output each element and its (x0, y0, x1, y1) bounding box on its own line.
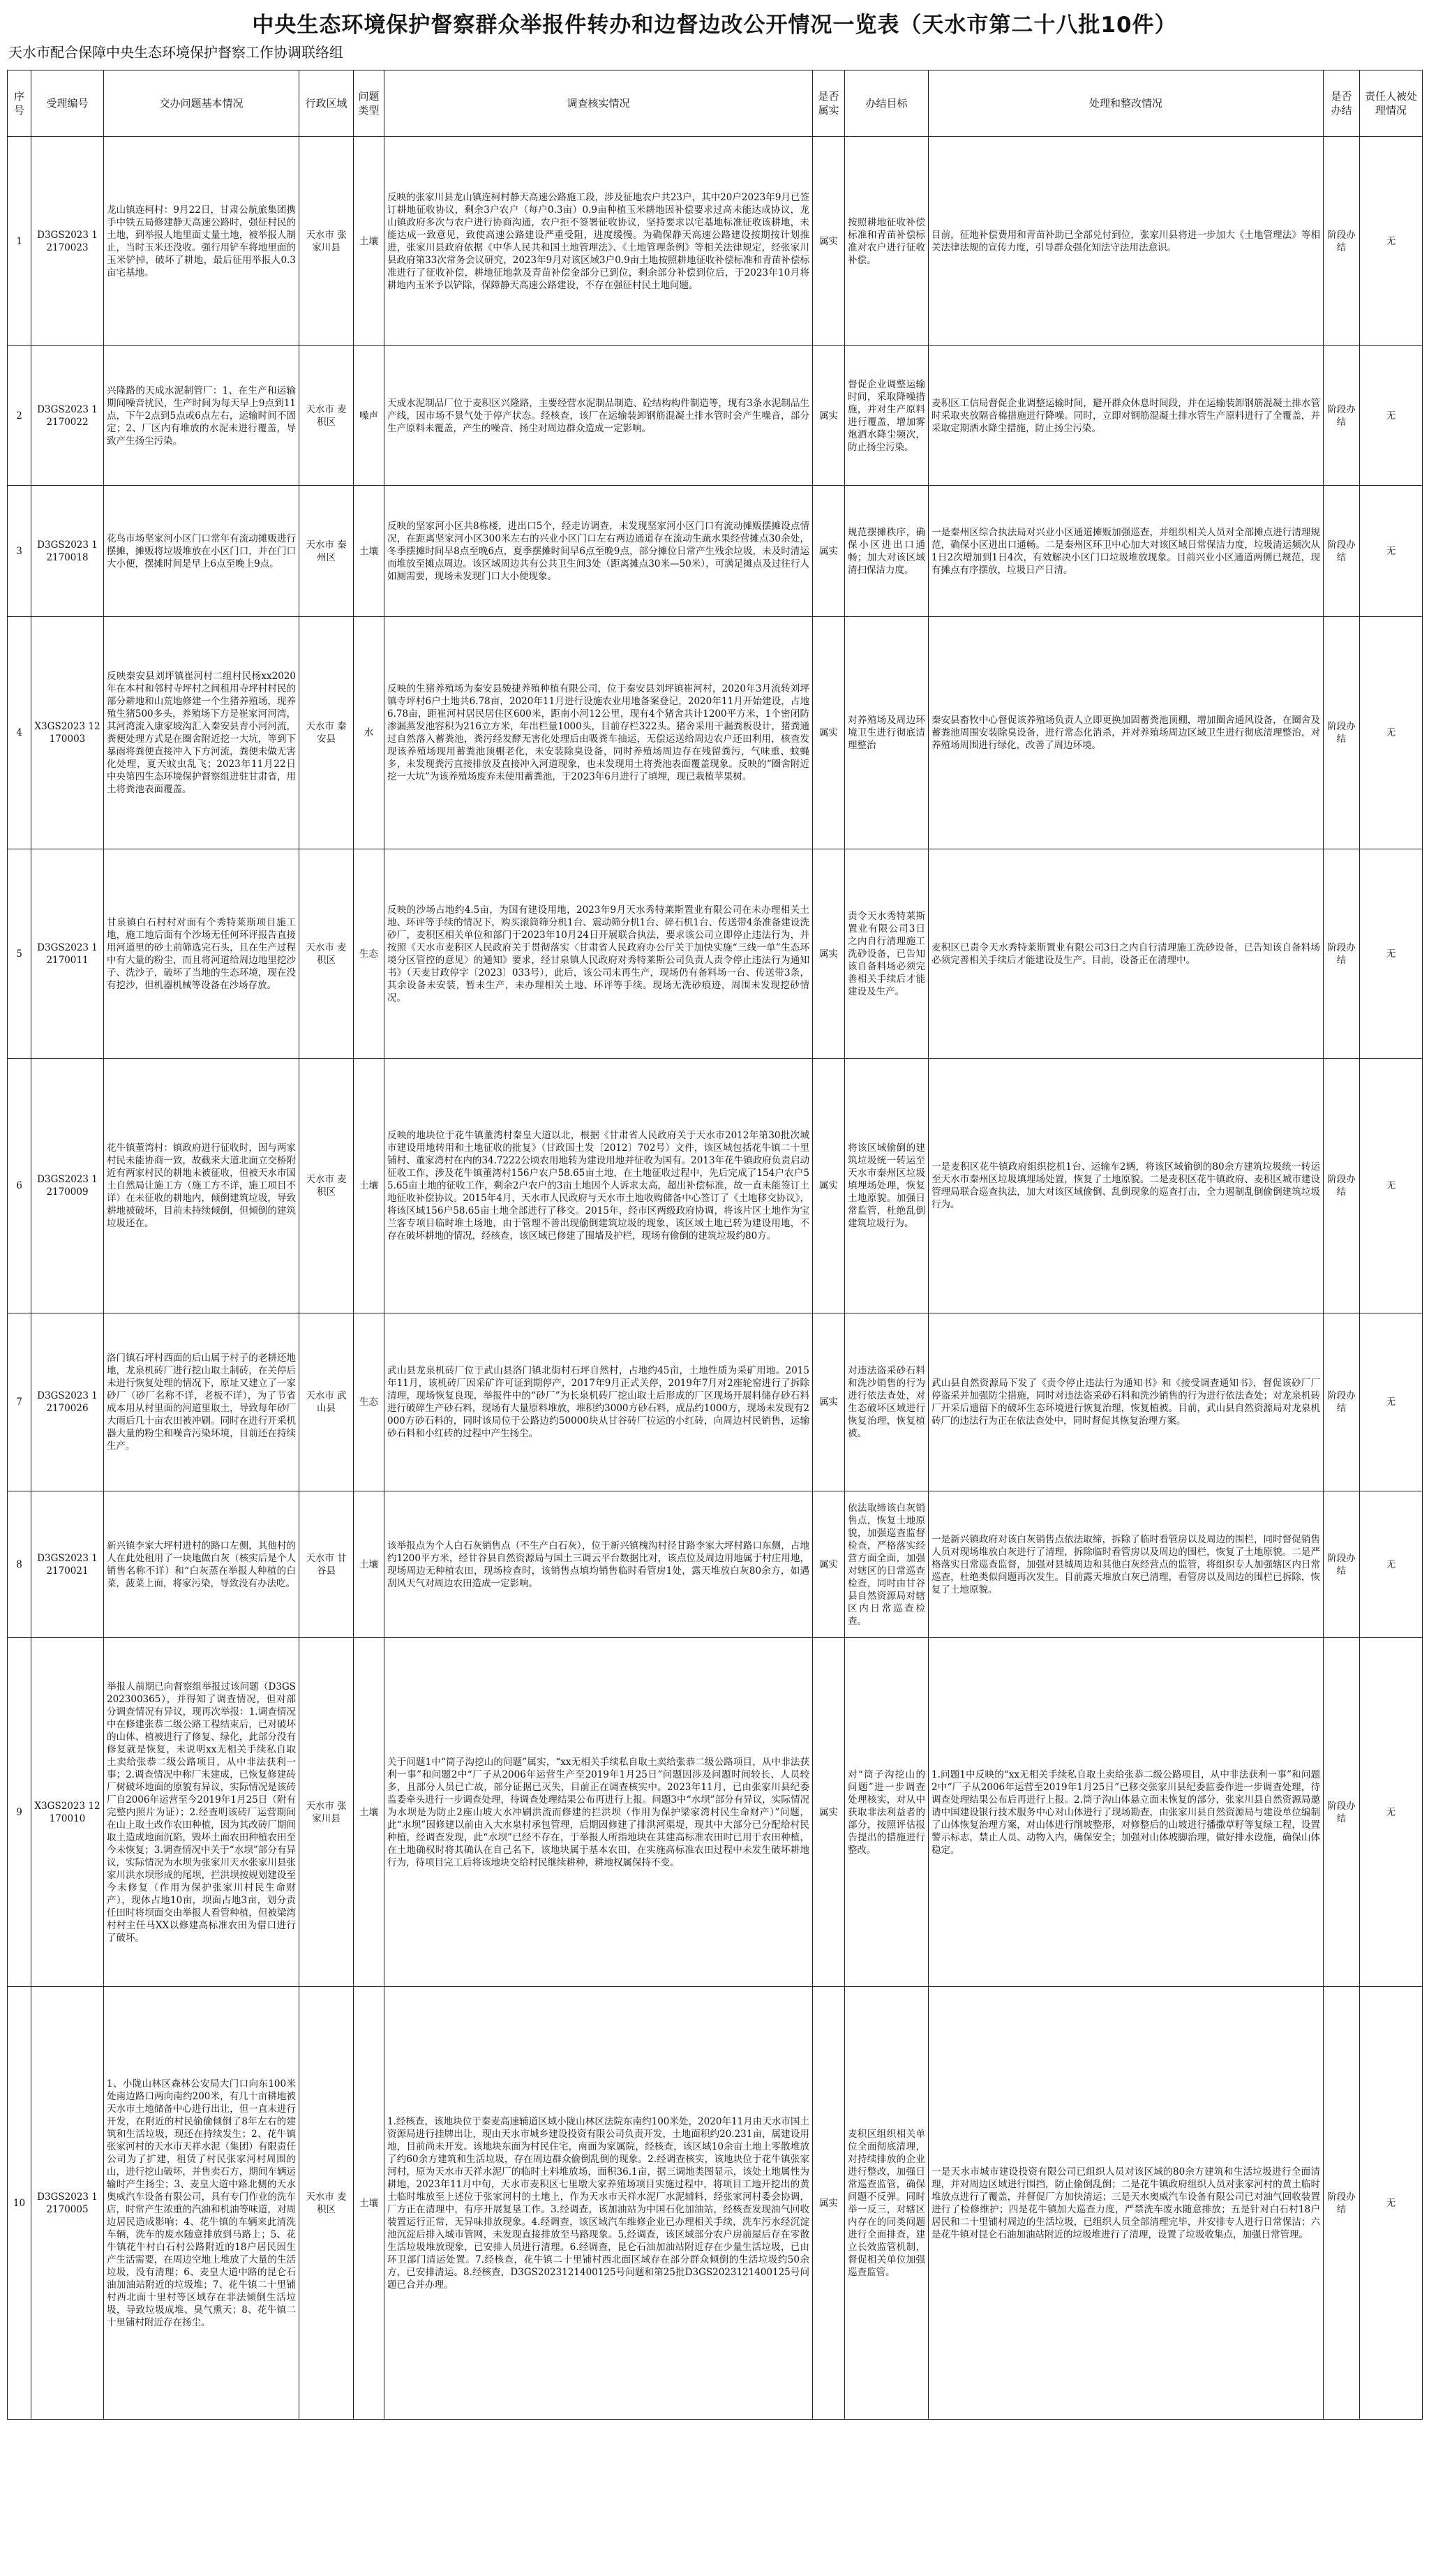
disclosure-table (7, 70, 1423, 2420)
handling-measures-cell: 武山县自然资源局下发了《责令停止违法行为通知书》和《接受调查通知书》，督促该砂厂厂停盗采并加强防尘措施，同时对违法盗采砂石料和洗沙销售的行为进行依法查处；对龙泉机砖厂开采后遗留下的破坏生态环境进行恢复治理，恢复植被。目前，武山县自然资源局对龙泉机砖厂的违法行为正在依法查处中，同时督促其恢复治理方案。 (929, 1313, 1324, 1491)
organization-name: 天水市配合保障中央生态环境保护督察工作协调联络组 (8, 44, 343, 61)
table-row (8, 1638, 1423, 1987)
problem-type-cell: 土壤 (354, 1059, 384, 1313)
handling-measures-cell: 一是天水市城市建设投资有限公司已组织人员对该区域的80余方建筑和生活垃圾进行全面清理，并对周边区域进行围挡，防止偷倒乱倒；二是花牛镇政府组织人员对张家河村的黄土临时堆放点进行了覆盖，并督促厂方加快清运；三是天水奥威汽车设备有限公司已对油气回收装置进行了检修维护；四是花牛镇加大巡查力度，严禁洗车废水随意排放；五是针对白石村18户居民和二十里铺村周边的生活垃圾，已组织人员全部清理完毕，并安排专人进行日常保洁；六是花牛镇对昆仑石油加油站附近的垃圾堆进行了清理，设置了垃圾收集点，加强日常管理。 (929, 1987, 1324, 2420)
verified-status-cell: 属实 (813, 1313, 845, 1491)
problem-description-cell: 甘泉镇白石村村对面有个秀特莱斯项目施工地，施工地后面有个沙场无任何环评报告直接用河道里的砂土前筛选完石头，且在生产过程中有大量的粉尘，而且将河道给周边地里挖沙子、洗沙子，破坏了当地的生态环境，现在没有挖沙，但机器机械等设备在沙场存放。 (104, 849, 299, 1059)
verified-status-cell: 属实 (813, 617, 845, 849)
table-header-row (8, 70, 1423, 137)
problem-description-cell: 龙山镇连柯村：9月22日，甘肃公航旅集团携手中铁五局修建静天高速公路时，强征村民的土地，到举报人地里面丈量土地，被举报人制止，当时玉米还没收。强行用铲车将地里面的玉米铲掉，破坏了耕地，最后征用举报人0.3亩宅基地。 (104, 137, 299, 346)
problem-type-cell: 水 (354, 617, 384, 849)
completion-status-cell: 阶段办结 (1324, 617, 1360, 849)
table-row (8, 1313, 1423, 1491)
page-title: 中央生态环境保护督察群众举报件转办和边督边改公开情况一览表（天水市第二十八批10件） (252, 13, 1177, 38)
verified-status-cell: 属实 (813, 137, 845, 346)
investigation-result-cell: 武山县龙泉机砖厂位于武山县洛门镇北街村石坪自然村，占地约45亩，土地性质为采矿用地。2015年11月，该机砖厂因采矿许可证到期停产，2017年9月正式关停，2019年7月对2座轮窑进行了拆除清理，现场恢复良现，举报件中的“砂厂”为长泉机砖厂挖山取土后形成的厂区现场开展料储存砂石料进行破碎生产砂石料，现场有大量原料堆放，堆积约3000方砂石料，成品约1000方，现场未发现有2000方砂石料的，同时该局位于公路边约50000块从甘谷砖厂拉运的小红砖，向周边村民销售，运输砂石料和小红砖的过程中产生扬尘。 (384, 1313, 813, 1491)
completion-target-cell: 责令天水秀特莱斯置业有限公司3日之内自行清理施工洗砂设备，已告知该自备料场必须完善相关手续后才能建设及生产。 (845, 849, 929, 1059)
problem-description-cell: 1、小陇山林区森林公安局大门口向东100米处南边路口两向南约200米，有几十亩耕地被天水市土地储备中心进行出让，但一直未进行开发，在附近的村民偷偷倾倒了8年左右的建筑和生活垃圾，现还在持续发生；2、花牛镇张家河村的天水市天祥水泥（集团）有限责任公司为了扩建，租赁了村民张家河村周围的山，进行挖山破坏，并售卖石方，期间车辆运输时产生扬尘；3、麦皇大道中路北侧的天水奥威汽车设备有限公司，具有专门作业的洗车店，时常产生浓重的汽油和机油等味道，对周边居民造成影响；4、花牛镇的车辆来此清洗车辆，洗车的废水随意排放到马路上；5、花牛镇花牛村白石村公路附近的18户居民因生产生活需要，在周边空地上堆放了大量的生活垃圾，没有清理；6、麦皇大道中路的昆仑石油加油站附近的垃圾堆；7、花牛镇二十里铺村西北面十里村等区域存在非法倾倒生活垃圾，导致垃圾成堆、臭气熏天；8、花牛镇二十里铺村附近存在扬尘。 (104, 1987, 299, 2420)
investigation-result-cell: 反映的坚家河小区共8栋楼，进出口5个，经走访调查，未发现坚家河小区门口有流动摊贩摆摊设点情况，在距离坚家河小区300米左右的兴业小区门口左右两边通道存在流动生蔬水果经营摊点30余处，冬季摆摊时间早8点至晚6点，夏季摆摊时间早6点至晚9点，部分摊位日常产生残余垃圾，未及时清运而堆放至摊点周边。该区域周边共有公共卫生间3处（距离摊点30米—50米），可满足摊点及过往行人如厕需要，现场未发现门口大小便现象。 (384, 486, 813, 617)
case-id-cell: X3GS2023 12170003 (31, 617, 104, 849)
table-row (8, 1059, 1423, 1313)
completion-status-cell: 阶段办结 (1324, 1638, 1360, 1987)
verified-status-cell: 属实 (813, 1638, 845, 1987)
row-number-cell: 2 (8, 346, 31, 486)
case-id-cell: D3GS2023 12170005 (31, 1987, 104, 2420)
handling-measures-cell: 一是秦州区综合执法局对兴业小区通道摊贩加强巡查，并组织相关人员对全部摊点进行清理规范，确保小区进出口通畅。二是秦州区环卫中心加大对该区域日常保洁力度，垃圾清运频次从1日2次增加到1日4次，有效解决小区门口垃圾堆放现象。目前兴业小区通道两侧已规范，现有摊点有序摆放，垃圾日产日清。 (929, 486, 1324, 617)
problem-type-cell: 生态 (354, 1313, 384, 1491)
completion-status-cell: 阶段办结 (1324, 1987, 1360, 2420)
header-cell: 序号 (8, 70, 31, 137)
problem-type-cell: 土壤 (354, 1638, 384, 1987)
region-cell: 天水市 甘谷县 (299, 1491, 354, 1638)
completion-status-cell: 阶段办结 (1324, 1059, 1360, 1313)
accountability-cell: 无 (1360, 486, 1423, 617)
case-id-cell: D3GS2023 12170009 (31, 1059, 104, 1313)
header-cell: 是否办结 (1324, 70, 1360, 137)
table-row (8, 617, 1423, 849)
accountability-cell: 无 (1360, 617, 1423, 849)
problem-description-cell: 兴隆路的天成水泥制管厂：1、在生产和运输期间噪音扰民，生产时间为每天早上9点到11点，下午2点到5点或6点左右，运输时间不固定；2、厂区内有堆放的水泥未进行覆盖，导致产生扬尘污染。 (104, 346, 299, 486)
problem-description-cell: 花鸟市场坚家河小区门口常年有流动摊贩进行摆摊，摊贩将垃圾堆放在小区门口，并在门口大小便，摆摊时间是早上6点至晚上9点。 (104, 486, 299, 617)
completion-target-cell: 规范摆摊秩序，确保小区进出口通畅；加大对该区域清扫保洁力度。 (845, 486, 929, 617)
accountability-cell: 无 (1360, 849, 1423, 1059)
completion-status-cell: 阶段办结 (1324, 346, 1360, 486)
accountability-cell: 无 (1360, 137, 1423, 346)
accountability-cell: 无 (1360, 1491, 1423, 1638)
investigation-result-cell: 天成水泥制品厂位于麦积区兴隆路，主要经营水泥制品制造、砼结构构件制造等，现有3条水泥制品生产线，因市场不景气处于停产状态。经核查，该厂在运输装卸钢筋混凝土排水管时会产生噪音，部分生产原料未覆盖，产生的噪音、扬尘对周边群众造成一定影响。 (384, 346, 813, 486)
case-id-cell: D3GS2023 12170026 (31, 1313, 104, 1491)
header-cell: 是否属实 (813, 70, 845, 137)
investigation-result-cell: 该举报点为个人白石灰销售点（不生产白石灰），位于新兴镇槐沟村径甘路李家大坪村路口东侧，占地约1200平方米，经甘谷县自然资源局与国土三调云平台数据比对，该点位及周边用地属于村庄用地，现场周边无种植农田，现场检查时，该销售点填均销售临时看管房1处，露天堆放白灰80余方，如遇刮风天气对周边农田造成一定影响。 (384, 1491, 813, 1638)
table-row (8, 1987, 1423, 2420)
table-row (8, 486, 1423, 617)
accountability-cell: 无 (1360, 346, 1423, 486)
verified-status-cell: 属实 (813, 486, 845, 617)
region-cell: 天水市 麦积区 (299, 1059, 354, 1313)
problem-type-cell: 生态 (354, 849, 384, 1059)
table-row (8, 346, 1423, 486)
investigation-result-cell: 关于问题1中“筒子沟挖山的问题”属实，“xx无相关手续私自取土卖给张恭二级公路项目，从中非法获利一事”和问题2中“厂子从2006年运营生产至2019年1月25日”问题因涉及问题时间较长、人员较多，且部分人员已亡故，部分证据已灭失，目前正在调查核实中。2023年11月，已由张家川县纪委监委牵头进行一步调查处理，待调查处理结果公布再进行上报。问题3中“水坝”部分有异议，实际情况为水坝是为防止2座山坡大水冲刷洪流而修建的拦洪坝（作用为保护梁家湾村民生命财产）”问题，此“水坝”因修建以前由入大水泉村承包管理，后期因修建了排洪河渠堤，现其中大部分已分配给村民种植，经调查发现，此“水坝”已经不存在，于举报人所指地块在其建高标准农田时已用于农田种植，在土地确权时将其确认在自己名下，该地块属于基本农田，在实施高标准农田过程中未发生破坏耕地行为，待项目完工后将该地块交给村民继续耕种，耕地权属保持不变。 (384, 1638, 813, 1987)
problem-description-cell: 反映秦安县刘坪镇崔河村二组村民杨xx2020年在本村和邻村寺坪村之间租用寺坪村村民的部分耕地和山荒地修建一个生猪养殖场，现养殖生猪500多头，养殖场下方是崔家河河湾，其河湾流入康家坡沟汇入秦安县青小河河流，粪便处理方式是在圈舍附近挖一大坑，等到下暴雨将粪便直接冲入下方河流，粪便未做无害化处理，夏天蚊虫乱飞；2023年11月22日中央第四生态环境保护督察组进驻甘肃省，用土将粪池表面覆盖。 (104, 617, 299, 849)
completion-target-cell: 按照耕地征收补偿标准和青苗补偿标准对农户进行征收补偿。 (845, 137, 929, 346)
region-cell: 天水市 张家川县 (299, 137, 354, 346)
table-row (8, 849, 1423, 1059)
completion-status-cell: 阶段办结 (1324, 1491, 1360, 1638)
handling-measures-cell: 秦安县畜牧中心督促该养殖场负责人立即更换加固蓄粪池顶棚，增加圈舍通风设备，在圈舍及蓄粪池周围安装除臭设备，进行常态化消杀，并对养殖场周边区域卫生进行彻底清理整治，对养殖场周围进行绿化，改善了周边环境。 (929, 617, 1324, 849)
verified-status-cell: 属实 (813, 1491, 845, 1638)
problem-description-cell: 洛门镇石坪村西面的后山属于村子的老耕还地地，龙泉机砖厂进行挖山取土制砖，在关停后未进行恢复处理的情况下，原址又建立了一家砂厂（砂厂名称不详，老板不详），为了节省成本用从村里面的河道里取土，导致每年砂厂大雨后几十亩农田被冲刷。同时在进行开采机器大量的粉尘和噪音污染环境，目前还在持续生产。 (104, 1313, 299, 1491)
header-cell: 责任人被处理情况 (1360, 70, 1423, 137)
row-number-cell: 9 (8, 1638, 31, 1987)
region-cell: 天水市 武山县 (299, 1313, 354, 1491)
region-cell: 天水市 秦安县 (299, 617, 354, 849)
investigation-result-cell: 反映的地块位于花牛镇董湾村秦皇大道以北，根据《甘肃省人民政府关于天水市2012年第30批次城市建设用地转用和土地征收的批复》（甘政国土发〔2012〕702号）文件，该区域包括花牛镇二十里铺村、董家湾村在内的34.7222公顷农用地转为建设用地并征收为国有。2013年花牛镇政府负责启动征收工作，涉及花牛镇董湾村156户农户58.65亩土地，在土地征收过程中，先后完成了154户农户55.65亩土地的征收工作，剩余2户农户的3亩土地因个人诉求太高，超出补偿标准，故一直未能签订土地征收补偿协议。2015年4月，天水市人民政府与天水市土地收购储备中心签订了《土地移交协议》，将该区域156户58.65亩土地全部进行了移交。2015年，经市区两级政府协调，将该片区土地作为宝兰客专项目临时堆土场地，由于管理不善出现偷倒建筑垃圾的现象，该区域土地已转为建设用地，不存在破坏耕地的情况，经核查，该区域已修建了围墙及护栏，现场有偷倒的建筑垃圾约80方。 (384, 1059, 813, 1313)
table-row (8, 1491, 1423, 1638)
verified-status-cell: 属实 (813, 346, 845, 486)
header-cell: 办结目标 (845, 70, 929, 137)
region-cell: 天水市 麦积区 (299, 849, 354, 1059)
header-cell: 行政区域 (299, 70, 354, 137)
case-id-cell: X3GS2023 12170010 (31, 1638, 104, 1987)
row-number-cell: 5 (8, 849, 31, 1059)
row-number-cell: 3 (8, 486, 31, 617)
completion-target-cell: 对养殖场及周边环境卫生进行彻底清理整治 (845, 617, 929, 849)
header-cell: 问题类型 (354, 70, 384, 137)
problem-description-cell: 花牛镇董湾村：镇政府进行征收时，因与两家村民未能协商一致，故截来大道北面立交桥附近有两家村民的耕地未被征收，但被天水市国土自然局让施工方（施工方不详，施工项目不详）在未征收的耕地内，倾倒建筑垃圾，导致耕地被破坏，目前未持续倾倒，但倾倒的建筑垃圾还在。 (104, 1059, 299, 1313)
verified-status-cell: 属实 (813, 1059, 845, 1313)
case-id-cell: D3GS2023 12170018 (31, 486, 104, 617)
header-cell: 处理和整改情况 (929, 70, 1324, 137)
row-number-cell: 1 (8, 137, 31, 346)
row-number-cell: 4 (8, 617, 31, 849)
problem-type-cell: 土壤 (354, 486, 384, 617)
table-row (8, 137, 1423, 346)
region-cell: 天水市 秦州区 (299, 486, 354, 617)
handling-measures-cell: 目前，征地补偿费用和青苗补助已全部兑付到位，张家川县将进一步加大《土地管理法》等相关法律法规的宣传力度，引导群众强化知法守法用法意识。 (929, 137, 1324, 346)
accountability-cell: 无 (1360, 1638, 1423, 1987)
header-cell: 受理编号 (31, 70, 104, 137)
handling-measures-cell: 一是麦积区花牛镇政府组织挖机1台、运输车2辆，将该区域偷倒的80余方建筑垃圾统一转运至天水市秦州区垃圾填埋场处置，恢复了土地原貌。二是麦积区花牛镇政府、麦积区城市建设管理局联合巡查执法，加大对该区域偷倒、乱倒现象的巡查打击，全力遏制乱倒偷倒建筑垃圾行为。 (929, 1059, 1324, 1313)
row-number-cell: 6 (8, 1059, 31, 1313)
completion-status-cell: 阶段办结 (1324, 137, 1360, 346)
problem-type-cell: 土壤 (354, 1987, 384, 2420)
row-number-cell: 10 (8, 1987, 31, 2420)
handling-measures-cell: 1.问题1中反映的“xx无相关手续私自取土卖给张恭二级公路项目，从中非法获利一事”和问题2中“厂子从2006年运营至2019年1月25日”已移交张家川县纪委监委作进一步调查处理，待调查处理结果公布后再进行上报。2.筒子沟山体悬立面未恢复的部分，张家川县自然资源局邀请中国建设银行技术服务中心对山体进行了现场勘查，由张家川县自然资源局与建设单位编制了山体恢复治理方案，对山体进行削坡整形，对修整后的山坡进行播撒草籽等复绿工程，设置警示标志，禁止人员、动物入内，确保安全；加强对山体坡脚治理，做好排水设施，确保山体稳定。 (929, 1638, 1324, 1987)
investigation-result-cell: 反映的沙场占地约4.5亩，为国有建设用地，2023年9月天水秀特莱斯置业有限公司在未办理相关土地、环评等手续的情况下，购买滚筒筛分机1台、震动筛分机1台、碎石机1台、传送带4条准备建设洗砂厂，麦积区相关单位和部门于2023年10月24日开展联合执法，要求该公司立即停止违法行为，并按照《天水市麦积区人民政府关于贯彻落实〈甘肃省人民政府办公厅关于加快实施“三线一单”生态环境分区管控的意见〉的通知》要求，经甘泉镇人民政府对秀特莱斯公司负责人责令停止违法行为通知书》（天麦甘政停字〔2023〕033号），此后，该公司未再生产，现场仍有备料场一台、传送带3条，其余设备未安装，暂未生产，未办理相关土地、环评等手续。现场无洗砂痕迹，周围未发现挖砂情况。 (384, 849, 813, 1059)
problem-type-cell: 土壤 (354, 1491, 384, 1638)
verified-status-cell: 属实 (813, 849, 845, 1059)
handling-measures-cell: 一是新兴镇政府对该白灰销售点依法取缔，拆除了临时看管房以及周边的围栏，同时督促销售人员对现场堆放白灰进行了清理，拆除临时看管房以及周边的围栏，恢复了土地原貌。二是严格落实日常巡查监督，加强对县城周边和其他白灰经营点的监管，将组织专人加强辖区内日常巡查，杜绝类似问题再次发生。目前露天堆放白灰已清理，看管房以及周边的围栏已拆除，恢复了土地原貌。 (929, 1491, 1324, 1638)
region-cell: 天水市 麦积区 (299, 346, 354, 486)
handling-measures-cell: 麦积区已责令天水秀特莱斯置业有限公司3日之内自行清理施工洗砂设备，已告知该自备料场必须完善相关手续后才能建设及生产。目前，设备正在清理中。 (929, 849, 1324, 1059)
completion-status-cell: 阶段办结 (1324, 849, 1360, 1059)
row-number-cell: 8 (8, 1491, 31, 1638)
region-cell: 天水市 张家川县 (299, 1638, 354, 1987)
problem-type-cell: 土壤 (354, 137, 384, 346)
case-id-cell: D3GS2023 12170022 (31, 346, 104, 486)
completion-target-cell: 对违法盗采砂石料和洗沙销售的行为进行依法查处，对生态破坏区域进行恢复治理，恢复植被。 (845, 1313, 929, 1491)
accountability-cell: 无 (1360, 1313, 1423, 1491)
problem-description-cell: 新兴镇李家大坪村进村的路口左侧，其他村的人在此处租用了一块地做白灰（核实后是个人销售名称不详）和“白灰蒸在举报人种植的白菜，菠菜上面，将家污染，导致没有办法吃。 (104, 1491, 299, 1638)
completion-target-cell: 依法取缔该白灰销售点，恢复土地原貌，加强巡查监督检查，严格落实经营方面全面，加强对辖区的日常巡查检查，同时由甘谷县自然资源局对辖区内日常巡查检查。 (845, 1491, 929, 1638)
completion-status-cell: 阶段办结 (1324, 1313, 1360, 1491)
completion-target-cell: 对“筒子沟挖山的问题”进一步调查处理核实，对从中获取非法利益者的部分，按照评估报告提出的措施进行整改。 (845, 1638, 929, 1987)
header-cell: 调查核实情况 (384, 70, 813, 137)
region-cell: 天水市 麦积区 (299, 1987, 354, 2420)
case-id-cell: D3GS2023 12170021 (31, 1491, 104, 1638)
accountability-cell: 无 (1360, 1987, 1423, 2420)
completion-target-cell: 将该区域偷倒的建筑垃圾统一转运至天水市秦州区垃圾填埋场处理，恢复土地原貌。加强日常监管，杜绝乱倒建筑垃圾行为。 (845, 1059, 929, 1313)
investigation-result-cell: 反映的张家川县龙山镇连柯村静天高速公路施工段，涉及征地农户共23户，其中20户2023年9月已签订耕地征收协议，剩余3户农户（每户0.3亩）0.9亩种植玉米耕地因补偿要求过高未能达成协议，龙山镇政府多次与农户进行协商沟通，农户拒不签署征收协议，坚持要求以宅基地标准征收该耕地，未能达成一致意见，致使高速公路建设严重受阻，进度缓慢。为确保静天高速公路建设按期按计划推进，张家川县政府依据《中华人民共和国土地管理法》、《土地管理条例》等相关法律规定，经张家川县政府第33次常务会议研究，2023年9月对该区域3户0.9亩土地按照耕地征收补偿标准和青苗补偿标准进行了征收补偿，耕地征地款及青苗补偿金部分已到位，剩余部分补偿到位后，于2023年10月将耕地内玉米予以铲除，保障静天高速公路建设，不存在强征村民土地问题。 (384, 137, 813, 346)
accountability-cell: 无 (1360, 1059, 1423, 1313)
verified-status-cell: 属实 (813, 1987, 845, 2420)
row-number-cell: 7 (8, 1313, 31, 1491)
investigation-result-cell: 反映的生猪养殖场为秦安县骏捷养殖种植有限公司，位于秦安县刘坪镇崔河村，2020年3月流转刘坪镇寺坪村6户土地共6.78亩，2020年11月进行设施农业用地备案登记，2020年11月开始建设，占地6.78亩，距崔河村居民居住区600米，距南小河12公里，现有4个猪舍共计1200平方米，1个密闭防渗漏蒸发池容积为216立方米，年出栏量1000头，目前存栏322头。猪舍采用干漏粪板设计，猪粪通过自然落入蓄粪池，粪污经发酵无害化处理后由吸粪车抽运，无偿运送给周边农户还田利用，核查发现该养殖场现用蓄粪池顶棚老化，未安装除臭设备，同时养殖场周边存在残留粪污，气味重、蚊蝇多，未发现粪污直接排放及直接冲入河道现象，也未发现用土将粪池表面覆盖现象。反映的“圈舍附近挖一大坑”为该养殖场废弃未使用蓄粪池，于2023年6月进行了填埋，现已栽植苹果树。 (384, 617, 813, 849)
handling-measures-cell: 麦积区工信局督促企业调整运输时间，避开群众休息时间段，并在运输装卸钢筋混凝土排水管时采取夹放隔音棉措施进行降噪。同时，立即对钢筋混凝土排水管生产原料进行了全覆盖，并采取定期洒水降尘措施，防止扬尘污染。 (929, 346, 1324, 486)
completion-status-cell: 阶段办结 (1324, 486, 1360, 617)
investigation-result-cell: 1.经核查，该地块位于秦麦高速辅道区域小陇山林区法院东南约100米处，2020年11月由天水市国土资源局进行挂牌出让，现由天水市城乡建设投资有限公司负责开发，土地面积约20.231亩，属建设用地，目前尚未开发。该地块东面为村民住宅，南面为家属院，经核查，该区域10余亩土地上零散堆放了约60余方建筑和生活垃圾，存在周边群众偷倒乱倒的现象。2.经调查核实，该地块位于花牛镇张家河村，原为天水市天祥水泥厂的临时土料堆放场，面积36.1亩，据三调地类图显示，该处土地属性为耕地，2023年11月中旬，天水市麦积区七里墩大家养殖场项目实施过程中，将项目工地开挖出的黄土临时堆放至上述位于张家河村的土地上，作为天水市天祥水泥厂水泥辅料，经张家河村委会协调，厂方正在清理中，有序开展复垦工作。3.经调查，该加油站为中国石化加油站，经核查发现油气回收装置运行正常，无异味排放现象。4.经调查，该区域汽车维修企业已办理相关手续，洗车污水经沉淀池沉淀后排入城市管网，未发现直接排放至马路现象。5.经调查，该区域部分农户房前屋后存在零散生活垃圾堆放现象，已安排人员进行清理。6.经调查，昆仑石油加油站附近存在少量生活垃圾，已由环卫部门清运处置。7.经核查，花牛镇二十里铺村西北面区域存在部分群众倾倒的生活垃圾约50余方，已安排清运。8.经核查，D3GS2023121400125号问题和第25批D3GS2023121400125号问题已合并办理。 (384, 1987, 813, 2420)
problem-description-cell: 举报人前期已向督察组举报过该问题（D3GS202300365），并得知了调查情况，但对部分调查情况有异议，现再次举报：1.调查情况中在修建张恭二级公路工程结束后，已对破坏的山体、植被进行了修复、绿化，此部分没有修复就是恢复，未说明xx无相关手续私自取土卖给张恭二级公路项目，从中非法获利一事；2.调查情况中称厂未建成，已恢复修建砖厂树破坏地面的原貌有异议，实际情况是该砖厂自2006年运营至今2019年1月25日（附有完整内照片为证）；2.经查明该砖厂运营期间在山上取土改作农田种植，因为其改砖厂期间取土造成地面沉陷，毁坏土面农田种植农田至今未恢复；3.调查情况中关于“水坝”部分有异议，实际情况为水坝为张家川天水张家川县张家川洪水坝形成的尾坝，拦洪坝按规划建设至今未修复（作用为保护张家川村民生命财产），现体占地10亩，坝面占地3亩，划分责任田时将坝面交由举报人看管种植，但被梁湾村村主任马XX以修建高标准农田为借口进行了破坏。 (104, 1638, 299, 1987)
header-cell: 交办问题基本情况 (104, 70, 299, 137)
case-id-cell: D3GS2023 12170023 (31, 137, 104, 346)
problem-type-cell: 噪声 (354, 346, 384, 486)
completion-target-cell: 督促企业调整运输时间，采取降噪措施，并对生产原料进行覆盖，增加雾炮洒水降尘频次，防止扬尘污染。 (845, 346, 929, 486)
case-id-cell: D3GS2023 12170011 (31, 849, 104, 1059)
completion-target-cell: 麦积区组织相关单位全面彻底清理，对持续排放的企业进行整改，加强日常巡查监管，确保问题不反弹。同时举一反三，对辖区内存在的同类问题进行全面排查，建立长效监管机制，督促相关单位加强巡查监管。 (845, 1987, 929, 2420)
